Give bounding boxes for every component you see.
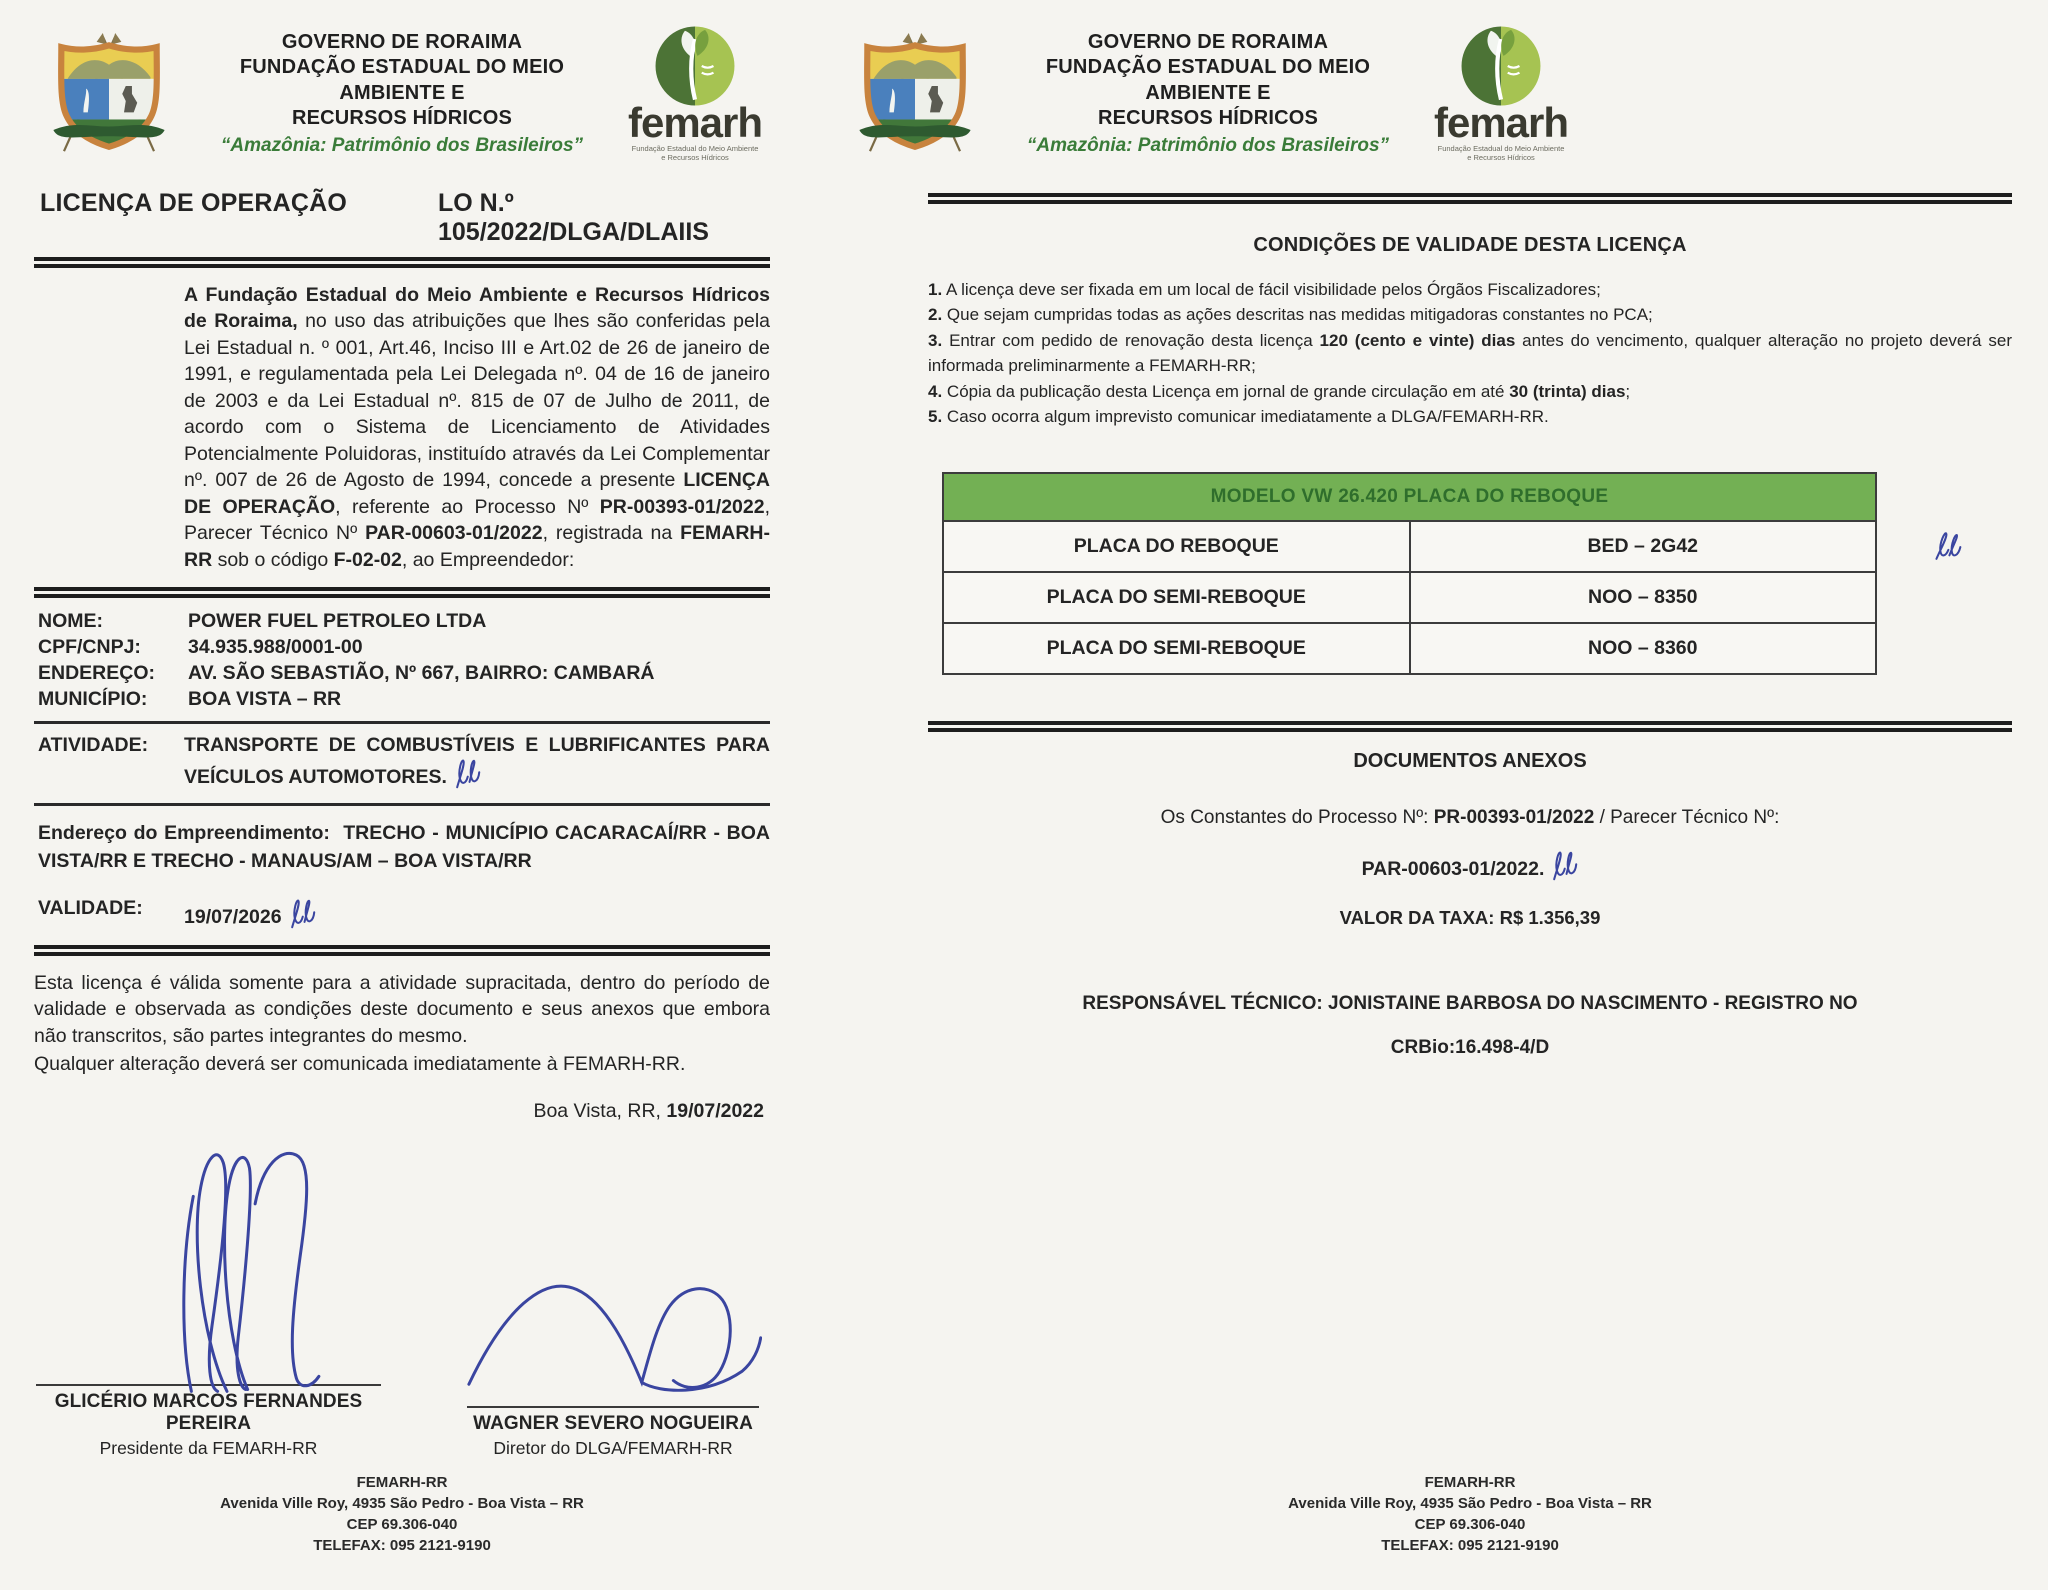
empreendimento-paragraph	[38, 820, 770, 875]
roraima-coat-of-arms-icon	[840, 29, 990, 157]
validity-paragraph-1: Esta licença é válida somente para a atividade supracitada, dentro do período de validade e observada as condições deste documento e seus anexos que embora não transcritos, são partes integrantes do mesmo.	[34, 971, 770, 1047]
femarh-caption	[620, 144, 770, 163]
footer-org: FEMARH-RR	[1424, 1474, 1516, 1491]
condition-number: 3.	[928, 330, 943, 350]
roraima-coat-of-arms-icon	[34, 29, 184, 157]
grant-paragraph	[184, 282, 770, 574]
femarh-caption-line2: e Recursos Hídricos	[1467, 153, 1535, 163]
condition-item-3	[928, 328, 2012, 379]
org-line-3: RECURSOS HÍDRICOS	[1097, 107, 1319, 130]
femarh-logo	[620, 24, 770, 163]
validade-value	[184, 897, 316, 931]
condition-text: ;	[1625, 381, 1631, 401]
org-tagline: “Amazônia: Patrimônio dos Brasileiros”	[220, 134, 584, 156]
page2-footer	[928, 1472, 2012, 1556]
validade-date: 19/07/2026	[184, 905, 282, 928]
divider-double	[34, 945, 770, 956]
signature-area	[34, 1129, 770, 1459]
condition-text: Que sejam cumpridas todas as ações descritas nas medidas mitigadoras constantes no PCA;	[942, 305, 1653, 325]
dateline-place: Boa Vista, RR,	[533, 1099, 667, 1122]
org-line-3: RECURSOS HÍDRICOS	[291, 107, 513, 130]
plate-type-cell: PLACA DO SEMI-REBOQUE	[943, 572, 1410, 623]
femarh-leaf-icon	[1459, 24, 1543, 108]
divider-double	[34, 257, 770, 268]
org-tagline: “Amazônia: Patrimônio dos Brasileiros”	[1026, 134, 1390, 156]
page-2-condicoes	[800, 0, 2048, 1590]
field-value-municipio: BOA VISTA – RR	[188, 688, 342, 711]
condition-deadline: 30 (trinta) dias	[1509, 381, 1626, 401]
femarh-logo	[1426, 24, 1576, 163]
condition-text: Caso ocorra algum imprevisto comunicar imediatamente a DLGA/FEMARH-RR.	[942, 407, 1549, 427]
field-value-cpf-cnpj: 34.935.988/0001-00	[188, 636, 363, 659]
divider-thin	[34, 803, 770, 806]
handwritten-initials-icon	[1548, 849, 1578, 883]
page2-letterhead	[840, 24, 1576, 163]
signer-name: GLICÉRIO MARCOS FERNANDES PEREIRA	[54, 1390, 363, 1434]
annex-parecer-line	[928, 849, 2012, 883]
footer-org: FEMARH-RR	[356, 1474, 448, 1491]
grant-seg-11: , ao Empreendedor:	[401, 548, 575, 571]
condition-text: antes do vencimento, qualquer alteração no projeto deverá ser informada preliminarmente a FEMARH-RR;	[928, 330, 2012, 376]
field-value-nome: POWER FUEL PETROLEO LTDA	[188, 610, 487, 633]
org-line-2: FUNDAÇÃO ESTADUAL DO MEIO AMBIENTE E	[239, 56, 565, 104]
grant-seg-legal: no uso das atribuições que lhes são conferidas pela Lei Estadual n. º 001, Art.46, Inciso III e Art.02 de 26 de janeiro de 1991, e regulamentada pela Lei Delegada nº. 04 de 16 de janeiro de 2003 e da Lei Estadual nº. 815 de 07 de Julho de 2011, de acordo com o Sistema de Licenciamento de Atividades Potencialmente Poluidoras, instituído através da Lei Complementar nº. 007 de 26 de Agosto de 1994, concede a presente	[184, 310, 770, 492]
condition-item-2	[928, 302, 2012, 328]
empreendimento-value: TRECHO - MUNICÍPIO CACARACAÍ/RR - BOA VISTA/RR E TRECHO - MANAUS/AM – BOA VISTA/RR	[38, 822, 770, 872]
license-title-row	[40, 189, 770, 247]
handwritten-initials-icon	[1930, 528, 1964, 566]
grant-seg-codigo: F-02-02	[333, 548, 402, 571]
divider-double	[928, 721, 2012, 732]
femarh-caption-line2: e Recursos Hídricos	[661, 153, 729, 163]
signer-role: Presidente da FEMARH-RR	[99, 1437, 318, 1458]
femarh-wordmark: femarh	[1433, 99, 1569, 146]
technical-responsible-line1: RESPONSÁVEL TÉCNICO: JONISTAINE BARBOSA DO NASCIMENTO - REGISTRO NO	[1082, 992, 1858, 1014]
field-value-endereco: AV. SÃO SEBASTIÃO, Nº 667, BAIRRO: CAMBARÁ	[188, 662, 655, 685]
table-row	[943, 572, 1876, 623]
footer-address: Avenida Ville Roy, 4935 São Pedro - Boa Vista – RR	[220, 1495, 584, 1512]
femarh-wordmark: femarh	[627, 99, 763, 146]
condition-text: A licença deve ser fixada em um local de fácil visibilidade pelos Órgãos Fiscalizadores;	[942, 279, 1601, 299]
plate-value-cell: NOO – 8350	[1410, 572, 1877, 623]
validade-row	[38, 897, 770, 931]
grant-seg-5: , Parecer Técnico Nº	[184, 495, 771, 545]
grant-seg-femarh: FEMARH-RR	[184, 522, 770, 571]
vehicle-plate-table	[942, 472, 1877, 675]
condition-deadline: 120 (cento e vinte) dias	[1319, 330, 1516, 350]
grant-seg-9: sob o código	[212, 548, 334, 571]
org-line-1: GOVERNO DE RORAIMA	[1087, 30, 1329, 53]
page1-letterhead	[34, 24, 770, 163]
atividade-row	[38, 734, 770, 791]
signature-block-director	[467, 1406, 759, 1459]
atividade-value	[184, 734, 770, 791]
femarh-caption	[1426, 144, 1576, 163]
license-number: LO N.º 105/2022/DLGA/DLAIIS	[438, 188, 709, 246]
condition-text: Cópia da publicação desta Licença em jornal de grande circulação em até	[942, 381, 1510, 401]
footer-address: Avenida Ville Roy, 4935 São Pedro - Boa Vista – RR	[1288, 1495, 1652, 1512]
org-line-2: FUNDAÇÃO ESTADUAL DO MEIO AMBIENTE E	[1045, 56, 1371, 104]
field-label-endereco: ENDEREÇO:	[38, 662, 156, 685]
org-line-1: GOVERNO DE RORAIMA	[281, 30, 523, 53]
signature-wagner-icon	[462, 1243, 762, 1401]
divider-double	[928, 193, 2012, 204]
licensee-fields	[38, 610, 770, 711]
footer-cep: CEP 69.306-040	[1414, 1516, 1526, 1533]
grant-seg-processo: PR-00393-01/2022	[599, 495, 765, 518]
annex-text: Os Constantes do Processo Nº:	[1160, 806, 1434, 828]
condition-number: 2.	[928, 305, 943, 325]
plate-value-cell: NOO – 8360	[1410, 623, 1877, 674]
page2-org-title	[990, 30, 1426, 157]
grant-seg-3: , referente ao Processo Nº	[335, 495, 600, 518]
grant-seg-7: , registrada na	[542, 522, 681, 545]
annex-process-line	[928, 807, 2012, 829]
condition-text: Entrar com pedido de renovação desta licença	[942, 330, 1320, 350]
field-label-municipio: MUNICÍPIO:	[38, 688, 148, 711]
plate-value-cell: BED – 2G42	[1410, 521, 1877, 572]
annex-process-number: PR-00393-01/2022	[1433, 806, 1595, 828]
plate-table-header: MODELO VW 26.420 PLACA DO REBOQUE	[943, 473, 1876, 521]
page2-content	[928, 163, 2012, 1556]
condition-item-5	[928, 404, 2012, 430]
condition-item-1	[928, 277, 2012, 303]
validity-note	[34, 970, 770, 1080]
page1-footer	[34, 1472, 770, 1556]
annex-title: DOCUMENTOS ANEXOS	[1353, 749, 1587, 772]
signature-glicerio-icon	[122, 1112, 347, 1397]
annex-text: / Parecer Técnico Nº:	[1594, 806, 1780, 828]
validade-label: VALIDADE:	[38, 896, 143, 919]
field-label-cpf-cnpj: CPF/CNPJ:	[38, 636, 141, 659]
atividade-label: ATIVIDADE:	[38, 734, 149, 757]
condition-number: 5.	[928, 407, 943, 427]
vehicle-table-wrap	[928, 472, 2012, 675]
technical-responsible-line2: CRBio:16.498-4/D	[1390, 1036, 1550, 1058]
empreendimento-label: Endereço do Empreendimento:	[38, 822, 330, 845]
condition-item-4	[928, 379, 2012, 405]
document-title: LICENÇA DE OPERAÇÃO	[40, 188, 348, 217]
handwritten-initials-icon	[451, 757, 481, 791]
femarh-caption-line1: Fundação Estadual do Meio Ambiente	[631, 143, 759, 153]
atividade-text: TRANSPORTE DE COMBUSTÍVEIS E LUBRIFICANTES PARA VEÍCULOS AUTOMOTORES.	[184, 734, 770, 789]
signer-role: Diretor do DLGA/FEMARH-RR	[493, 1437, 733, 1458]
femarh-leaf-icon	[653, 24, 737, 108]
divider-thin	[34, 721, 770, 724]
grant-seg-license: LICENÇA DE OPERAÇÃO	[184, 469, 770, 518]
signer-name: WAGNER SEVERO NOGUEIRA	[473, 1412, 753, 1434]
tax-value-line: VALOR DA TAXA: R$ 1.356,39	[1339, 906, 1601, 928]
dateline-date: 19/07/2022	[666, 1099, 764, 1122]
grant-seg-parecer: PAR-00603-01/2022	[365, 522, 543, 545]
annex-parecer-number: PAR-00603-01/2022.	[1361, 857, 1545, 880]
table-row	[943, 623, 1876, 674]
table-row	[943, 521, 1876, 572]
footer-telefax: TELEFAX: 095 2121-9190	[313, 1537, 491, 1554]
page1-org-title	[184, 30, 620, 157]
conditions-title: CONDIÇÕES DE VALIDADE DESTA LICENÇA	[1253, 233, 1687, 256]
femarh-caption-line1: Fundação Estadual do Meio Ambiente	[1437, 143, 1565, 153]
footer-cep: CEP 69.306-040	[346, 1516, 458, 1533]
condition-number: 1.	[928, 279, 943, 299]
field-label-nome: NOME:	[38, 610, 103, 633]
plate-type-cell: PLACA DO REBOQUE	[943, 521, 1410, 572]
validity-paragraph-2: Qualquer alteração deverá ser comunicada imediatamente à FEMARH-RR.	[34, 1053, 686, 1076]
page-1-licenca-de-operacao	[0, 0, 800, 1590]
handwritten-initials-icon	[286, 897, 316, 931]
divider-double	[34, 587, 770, 598]
footer-telefax: TELEFAX: 095 2121-9190	[1381, 1537, 1559, 1554]
condition-number: 4.	[928, 381, 943, 401]
grant-seg-org: A Fundação Estadual do Meio Ambiente e Recursos Hídricos de Roraima,	[184, 283, 770, 333]
plate-type-cell: PLACA DO SEMI-REBOQUE	[943, 623, 1410, 674]
